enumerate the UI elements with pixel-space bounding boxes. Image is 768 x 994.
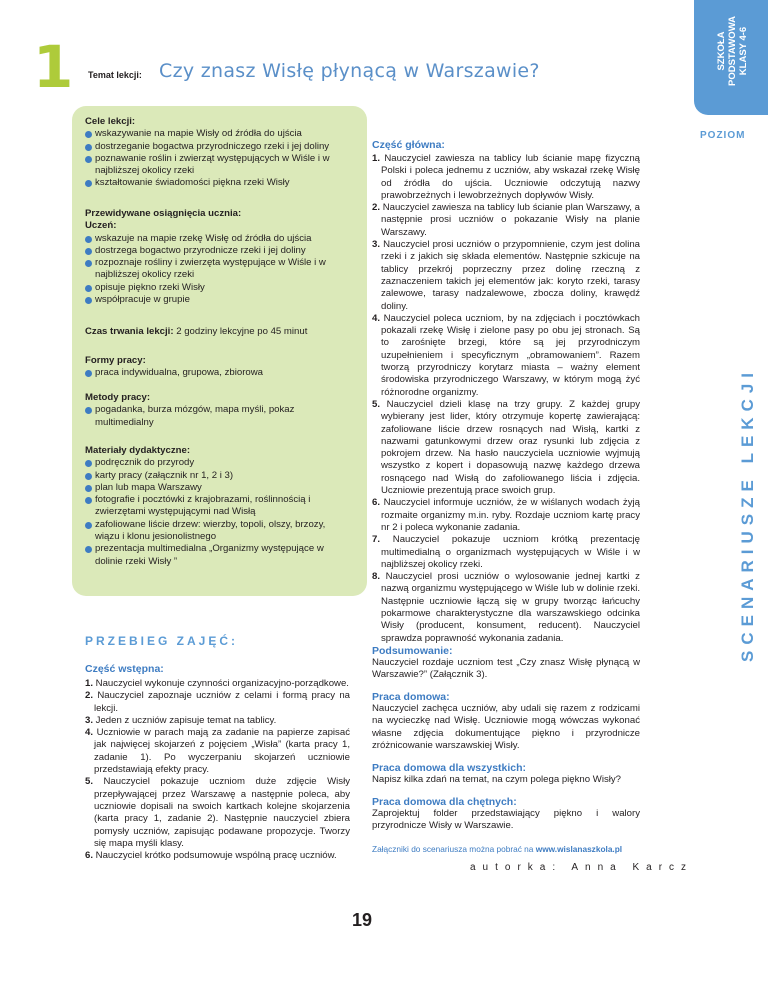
main-step: 5. Nauczyciel dzieli klasę na trzy grupy. Z każdej grupy wybierany jest lider, który otrzymuje kopertę zawierającą: zafoliowane liście drzew rosnących nad Wisłą, kartki z nazwami gatunkowymi drzew oraz rysunki lub zdjęcia z pokrojem drzew. Na hasło nauczyciela uczniowie wyjmują wszystko z kopert i dopasowują nazwę każdego drzewa rosnącego nad Wisłą do zafoliowanego liścia i zdjęcia. Uczniowie prezentują prace swoich grup. <box>372 398 640 497</box>
materials-section <box>85 445 345 568</box>
school-tab-line: SZKOŁA <box>716 31 727 71</box>
goal-item: dostrzeganie bogactwa przyrodniczego rzeki i jej doliny <box>85 141 370 153</box>
methods-list <box>85 404 300 429</box>
summary-text: Nauczyciel rozdaje uczniom test „Czy znasz Wisłę płynącą w Warszawie?” (Załącznik 3). <box>372 657 640 681</box>
goals-list <box>85 128 370 189</box>
main-step: 4. Nauczyciel poleca uczniom, by na zdjęciach i pocztówkach pokazali rzekę Wisłę i zielone pasy po obu jej stronach. Są to zarośnięte brzegi, które są jej przyrodniczym uzupełnieniem i specyficznym „obramowaniem”. Razem tworzą przyrodniczy korytarz miasta – ważny element środowiska przyrodniczego Warszawy, w którym mogą żyć różnorodne organizmy. <box>372 312 641 398</box>
page-number: 19 <box>352 910 373 930</box>
attachments-text: Załączniki do scenariusza można pobrać na <box>372 844 534 854</box>
intro-steps <box>85 678 350 862</box>
school-tab-line: KLASY 4-6 <box>738 26 749 76</box>
main-heading: Część główna: <box>372 139 445 151</box>
duration-label: Czas trwania lekcji: <box>85 326 174 337</box>
intro-section <box>85 663 350 862</box>
homework-section <box>372 691 640 752</box>
homework-heading: Praca domowa: <box>372 691 450 703</box>
intro-step: 5. Nauczyciel pokazuje uczniom duże zdjęcie Wisły przepływającej przez Warszawę a następnie poleca, aby uczniowie dopisali na swoich kartkach kolejne skojarzenia (karta pracy 1, zadanie 2). Następnie nauczyciel zbiera pomysły uczniów, zapisując podawane propozycje. Tworzy się mapa myśli klasy. <box>85 776 350 849</box>
attachments-link[interactable]: www.wislanaszkola.pl <box>535 844 623 854</box>
outcomes-list <box>85 233 370 307</box>
homework-volunteers-text: Zaprojektuj folder przedstawiający piękno i walory przyrodnicze Wisły w Warszawie. <box>372 808 640 832</box>
forms-section <box>85 355 370 380</box>
form-item: praca indywidualna, grupowa, zbiorowa <box>85 367 370 379</box>
intro-step: 1. Nauczyciel wykonuje czynności organizacyjno-porządkowe. <box>85 678 349 689</box>
attachments-note <box>372 844 652 854</box>
materials-list <box>85 457 345 568</box>
intro-step: 4. Uczniowie w parach mają za zadanie na papierze zapisać jak najwięcej skojarzeń z pojęciem „Wisła” (karta pracy 1, zadanie 1). Po wyczerpaniu skojarzeń uczniowie przedstawiają efekty pracy. <box>85 727 350 776</box>
summary-section <box>372 645 640 682</box>
author: autorka: Anna Karcz <box>470 862 694 873</box>
lesson-number: 1 <box>33 33 74 101</box>
main-steps <box>372 153 640 645</box>
outcome-item: współpracuje w grupie <box>85 294 370 306</box>
forms-heading: Formy pracy: <box>85 355 146 366</box>
homework-text: Nauczyciel zachęca uczniów, aby udali się razem z rodzicami na wycieczkę nad Wisłę. Uczniowie mogą wówczas wykonać własne zdjęcia dokumentujące piękno i przyrodnicze zróżnicowanie warszawskiej Wisły. <box>372 703 640 751</box>
material-item: karty pracy (załącznik nr 1, 2 i 3) <box>85 470 345 482</box>
goal-item: poznawanie roślin i zwierząt występujących w Wiśle i w najbliższej okolicy rzeki <box>85 153 370 178</box>
homework-volunteers-heading: Praca domowa dla chętnych: <box>372 796 517 808</box>
intro-heading: Część wstępna: <box>85 663 164 675</box>
material-item: zafoliowane liście drzew: wierzby, topoli, olszy, brzozy, wiązu i klonu jesionolistnego <box>85 519 345 544</box>
methods-heading: Metody pracy: <box>85 392 151 403</box>
main-step: 8. Nauczyciel prosi uczniów o wylosowanie jednej kartki z nazwą organizmu występującego w Wiśle lub w dolinie rzeki. Następnie uczniowie łączą się w grupy tworząc łańcuchy pokarmowe charakterystyczne dla warszawskiego odcinka Wisły (producent, konsument, reducent). Nauczyciel sprawdza poprawność wykonania zadania. <box>372 571 640 644</box>
main-step: 3. Nauczyciel prosi uczniów o przypomnienie, czym jest dolina rzeki i z jakich się składa elementów. Następnie szkicuje na tablicy przekrój poprzeczny przez dolinę rzeczną z zaznaczeniem takich jej elementów jak: koryto rzeki, tarasy zalewowe, tarasy nadzalewowe, zbocza doliny, krawędź doliny. <box>372 239 640 312</box>
intro-step: 2. Nauczyciel zapoznaje uczniów z celami i formą pracy na lekcji. <box>85 690 350 714</box>
material-item: prezentacja multimedialna „Organizmy występujące w dolinie rzeki Wisły ” <box>85 543 345 568</box>
duration-section <box>85 326 370 338</box>
goal-item: kształtowanie świadomości piękna rzeki Wisły <box>85 177 370 189</box>
material-item: plan lub mapa Warszawy <box>85 482 345 494</box>
intro-step: 6. Nauczyciel krótko podsumowuje wspólną pracę uczniów. <box>85 850 337 862</box>
side-title: SCENARIUSZE LEKCJI <box>738 366 757 662</box>
school-tab-line: PODSTAWOWA <box>727 15 738 87</box>
school-level-tab <box>694 0 768 115</box>
outcomes-subheading: Uczeń: <box>85 220 117 232</box>
intro-step: 3. Jeden z uczniów zapisuje temat na tablicy. <box>85 714 277 726</box>
main-step: 2. Nauczyciel zawiesza na tablicy lub ścianie plan Warszawy, a następnie prosi uczniów o pokazanie Wisły na planie Warszawy. <box>372 202 640 238</box>
outcome-item: dostrzega bogactwo przyrodnicze rzeki i jej doliny <box>85 245 370 257</box>
outcome-item: rozpoznaje rośliny i zwierzęta występujące w Wiśle i w najbliższej okolicy rzeki <box>85 257 370 282</box>
materials-heading: Materiały dydaktyczne: <box>85 445 191 456</box>
main-step: 7. Nauczyciel pokazuje uczniom krótką prezentację multimedialną o organizmach występujących w Wiśle i w najbliższej okolicy rzeki. <box>372 534 641 570</box>
main-section <box>372 139 640 645</box>
page-title: Czy znasz Wisłę płynącą w Warszawie? <box>159 60 540 82</box>
goal-item: wskazywanie na mapie Wisły od źródła do ujścia <box>85 128 370 140</box>
main-step: 1. Nauczyciel zawiesza na tablicy lub ścianie mapę fizyczną Polski i poleca jednemu z uczniów, aby wskazał rzekę Wisłę od źródła do ujścia. Uczniowie odczytują nazwy prawobrzeżnych i lewobrzeżnych dopływów Wisły. <box>372 153 640 201</box>
summary-heading: Podsumowanie: <box>372 645 453 657</box>
topic-label: Temat lekcji: <box>88 70 142 80</box>
homework-all-heading: Praca domowa dla wszystkich: <box>372 762 527 774</box>
material-item: podręcznik do przyrody <box>85 457 345 469</box>
course-heading: PRZEBIEG ZAJĘĆ: <box>85 634 239 648</box>
homework-volunteers-section <box>372 796 640 833</box>
methods-section <box>85 392 300 429</box>
method-item: pogadanka, burza mózgów, mapa myśli, pokaz multimedialny <box>85 404 300 429</box>
goals-section <box>85 116 370 190</box>
school-tab-text <box>716 6 749 96</box>
material-item: fotografie i pocztówki z krajobrazami, roślinnością i zwierzętami występującymi nad Wisłą <box>85 494 345 519</box>
goals-heading: Cele lekcji: <box>85 116 136 127</box>
main-step: 6. Nauczyciel informuje uczniów, że w wiślanych wodach żyją rozmaite organizmy m.in. ryby. Rozdaje uczniom kartę pracy nr 2 i poleca wykonanie zadania. <box>372 497 640 533</box>
duration-value: 2 godziny lekcyjne po 45 minut <box>176 326 308 337</box>
outcomes-section <box>85 208 370 306</box>
outcome-item: opisuje piękno rzeki Wisły <box>85 282 370 294</box>
homework-all-section <box>372 762 640 786</box>
level-label: POZIOM <box>700 130 746 141</box>
forms-list <box>85 367 370 379</box>
outcomes-heading: Przewidywane osiągnięcia ucznia: <box>85 208 242 219</box>
homework-all-text: Napisz kilka zdań na temat, na czym polega piękno Wisły? <box>372 774 622 785</box>
outcome-item: wskazuje na mapie rzekę Wisłę od źródła do ujścia <box>85 233 370 245</box>
